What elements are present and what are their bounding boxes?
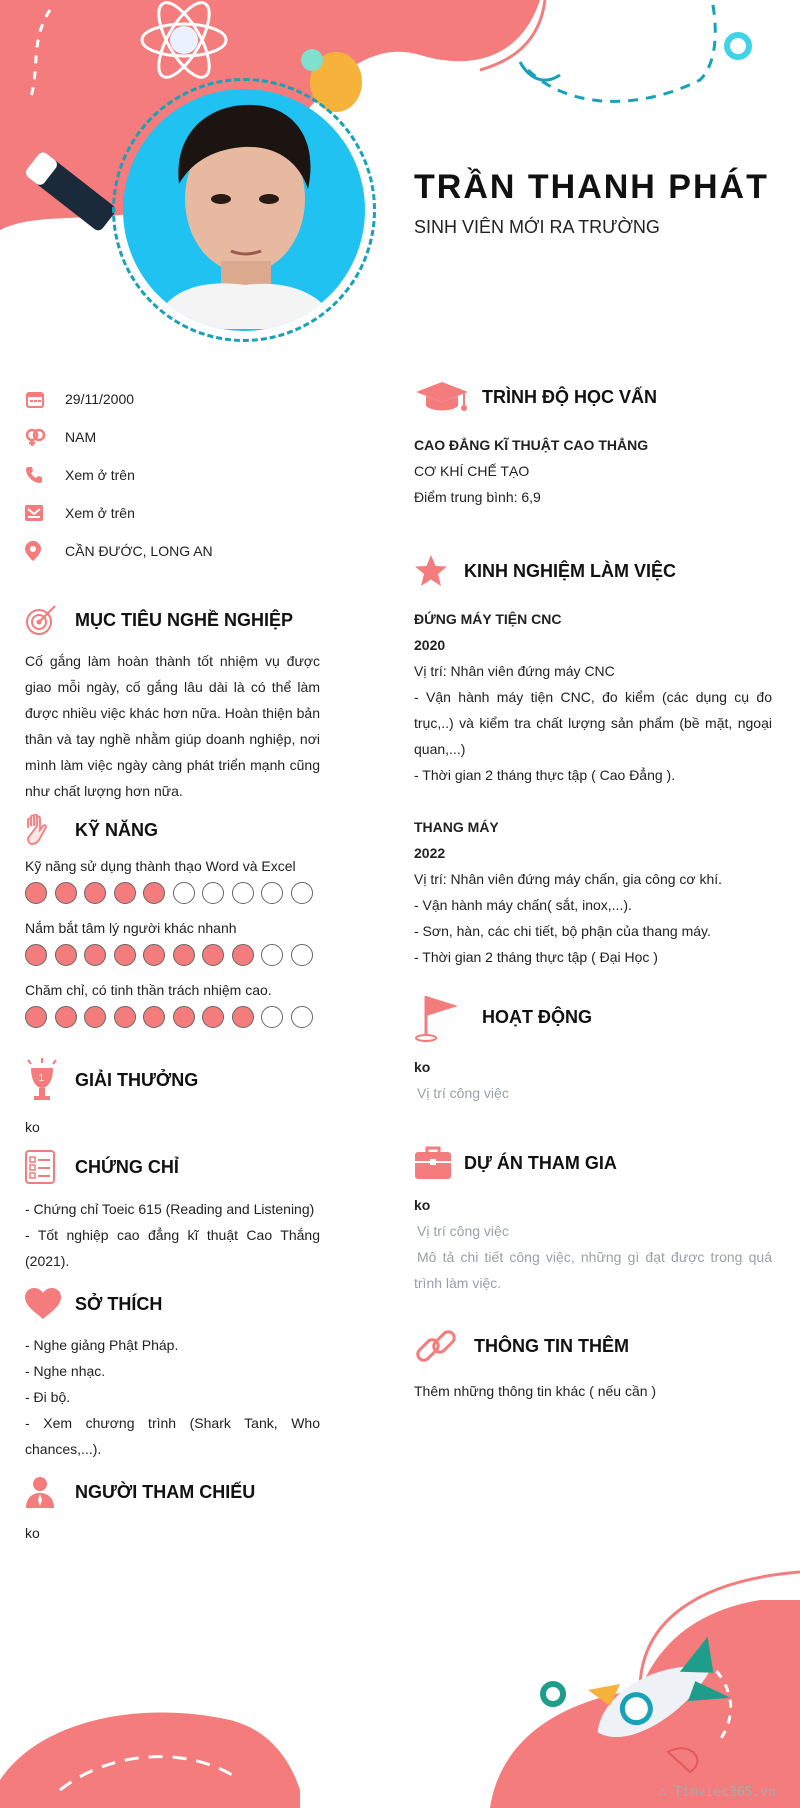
rating-dot-filled	[84, 1006, 106, 1028]
job-detail: - Vận hành máy chấn( sắt, inox,...).	[414, 897, 632, 913]
star-icon	[414, 554, 464, 588]
skill-name: Kỹ năng sử dụng thành thạo Word và Excel	[25, 858, 296, 874]
hobby-line: - Nghe nhạc.	[25, 1363, 106, 1379]
rating-dot-filled	[114, 882, 136, 904]
rating-dot-filled	[232, 1006, 254, 1028]
rating-dot-filled	[55, 944, 77, 966]
awards-text: ko	[25, 1119, 40, 1135]
projects-title: DỰ ÁN THAM GIA	[464, 1152, 617, 1173]
birthday-text: 29/11/2000	[65, 391, 135, 407]
education-header	[414, 380, 772, 414]
experience-header	[414, 554, 772, 588]
rating-dot-filled	[173, 1006, 195, 1028]
rating-dot-filled	[25, 882, 47, 904]
address-text: CẦN ĐƯỚC, LONG AN	[65, 543, 213, 559]
rating-dot-filled	[55, 1006, 77, 1028]
person-icon	[25, 1476, 75, 1508]
awards-title: GIẢI THƯỞNG	[75, 1069, 199, 1090]
phone-icon	[25, 466, 65, 484]
email-icon	[25, 505, 65, 521]
rating-dot-empty	[173, 882, 195, 904]
rating-dot-empty	[291, 882, 313, 904]
skill-name: Chăm chỉ, có tinh thần trách nhiệm cao.	[25, 982, 272, 998]
contact-email	[25, 494, 320, 532]
graduation-cap-icon	[414, 380, 482, 414]
certificates-title: CHỨNG CHỈ	[75, 1156, 179, 1177]
heart-icon	[25, 1288, 75, 1320]
rating-dot-empty	[261, 1006, 283, 1028]
rating-dot-filled	[173, 944, 195, 966]
hobby-line: - Đi bộ.	[25, 1389, 71, 1405]
job-company: ĐỨNG MÁY TIỆN CNC	[414, 611, 562, 627]
left-column	[25, 380, 320, 1546]
rating-dot-filled	[143, 882, 165, 904]
hobbies-title: SỞ THÍCH	[75, 1293, 163, 1314]
activities-title: HOẠT ĐỘNG	[482, 1006, 592, 1027]
skill-rating	[25, 944, 320, 966]
contact-birthday	[25, 380, 320, 418]
project-name: ko	[414, 1197, 431, 1213]
job-year: 2022	[414, 845, 446, 861]
certificate-line: - Tốt nghiệp cao đẳng kĩ thuật Cao Thắng (2021).	[25, 1227, 320, 1269]
additional-title: THÔNG TIN THÊM	[474, 1335, 629, 1356]
briefcase-icon	[414, 1146, 464, 1180]
certificate-line: - Chứng chỉ Toeic 615 (Reading and Listening)	[25, 1201, 315, 1217]
trophy-icon	[25, 1058, 75, 1102]
rating-dot-filled	[114, 1006, 136, 1028]
major-name: CƠ KHÍ CHẾ TẠO	[414, 463, 530, 479]
avatar-frame	[112, 78, 376, 342]
rating-dot-empty	[232, 882, 254, 904]
activity-position: Vị trí công việc	[417, 1085, 509, 1101]
hobby-line: - Nghe giảng Phật Pháp.	[25, 1337, 179, 1353]
project-position: Vị trí công việc	[417, 1223, 509, 1239]
school-name: CAO ĐẲNG KĨ THUẬT CAO THẲNG	[414, 437, 649, 453]
rating-dot-filled	[202, 1006, 224, 1028]
references-title: NGƯỜI THAM CHIẾU	[75, 1481, 256, 1502]
gender-text: NAM	[65, 429, 97, 445]
rating-dot-filled	[25, 1006, 47, 1028]
additional-text: Thêm những thông tin khác ( nếu cần )	[414, 1383, 657, 1399]
gpa-text: Điểm trung bình: 6,9	[414, 489, 541, 505]
project-description: Mô tả chi tiết công việc, những gì đạt được trong quá trình làm việc.	[414, 1249, 772, 1291]
activities-header	[414, 992, 772, 1042]
job-entry	[414, 606, 772, 788]
rating-dot-filled	[84, 882, 106, 904]
job-role: Vị trí: Nhân viên đứng máy CNC	[414, 663, 615, 679]
rating-dot-empty	[202, 882, 224, 904]
rating-dot-empty	[261, 882, 283, 904]
right-column	[414, 380, 772, 1404]
awards-header	[25, 1058, 320, 1102]
rating-dot-empty	[261, 944, 283, 966]
email-text: Xem ở trên	[65, 505, 135, 521]
contact-phone	[25, 456, 320, 494]
svg-text:1: 1	[38, 1073, 45, 1084]
rating-dot-filled	[202, 944, 224, 966]
watermark: ∴ Timviec365.vn	[658, 1785, 776, 1800]
skill-name: Nắm bắt tâm lý người khác nhanh	[25, 920, 237, 936]
skill-rating	[25, 1006, 320, 1028]
target-icon	[25, 604, 75, 636]
references-text: ko	[25, 1525, 40, 1541]
flag-icon	[414, 992, 482, 1042]
checklist-icon	[25, 1150, 75, 1184]
rating-dot-filled	[143, 1006, 165, 1028]
objective-title: MỤC TIÊU NGHỀ NGHIỆP	[75, 609, 294, 630]
education-title: TRÌNH ĐỘ HỌC VẤN	[482, 386, 657, 407]
location-icon	[25, 541, 65, 561]
references-header	[25, 1476, 320, 1508]
candidate-position: SINH VIÊN MỚI RA TRƯỜNG	[414, 217, 660, 237]
skill-rating	[25, 882, 320, 904]
contact-gender	[25, 418, 320, 456]
hobby-line: - Xem chương trình (Shark Tank, Who chances,...).	[25, 1415, 320, 1457]
certificates-header	[25, 1150, 320, 1184]
calendar-icon	[25, 389, 65, 409]
rating-dot-filled	[114, 944, 136, 966]
skills-list	[25, 858, 320, 1028]
hobbies-header	[25, 1288, 320, 1320]
gender-icon	[25, 427, 65, 447]
rating-dot-empty	[291, 944, 313, 966]
link-icon	[414, 1326, 474, 1366]
rating-dot-filled	[25, 944, 47, 966]
skills-title: KỸ NĂNG	[75, 819, 159, 840]
rating-dot-filled	[84, 944, 106, 966]
job-entry	[414, 814, 772, 970]
education-entry	[414, 432, 772, 510]
job-detail: - Vận hành máy tiện CNC, đo kiểm (các dụng cụ đo trục,..) và kiểm tra chất lượng sản phẩm (bề mặt, ngoại quan,...)	[414, 689, 772, 757]
job-detail: - Sơn, hàn, các chi tiết, bộ phận của thang máy.	[414, 923, 711, 939]
skills-header	[25, 814, 320, 846]
job-year: 2020	[414, 637, 446, 653]
projects-header	[414, 1146, 772, 1180]
avatar-photo	[123, 89, 365, 331]
rating-dot-filled	[143, 944, 165, 966]
activity-org: ko	[414, 1059, 431, 1075]
rating-dot-filled	[232, 944, 254, 966]
hand-icon	[25, 814, 75, 846]
contact-list	[25, 380, 320, 570]
rating-dot-empty	[291, 1006, 313, 1028]
job-detail: - Thời gian 2 tháng thực tập ( Cao Đẳng ).	[414, 767, 676, 783]
contact-address	[25, 532, 320, 570]
candidate-name: TRẦN THANH PHÁT	[414, 168, 769, 206]
rating-dot-filled	[55, 882, 77, 904]
additional-header	[414, 1326, 772, 1366]
job-detail: - Thời gian 2 tháng thực tập ( Đại Học )	[414, 949, 658, 965]
job-company: THANG MÁY	[414, 819, 499, 835]
objective-header	[25, 604, 320, 636]
experience-title: KINH NGHIỆM LÀM VIỆC	[464, 560, 677, 581]
objective-text: Cố gắng làm hoàn thành tốt nhiệm vụ được giao mỗi ngày, cố gắng lâu dài là có thể làm được nhiều việc khác hơn nữa. Hoàn thiện bản thân và tay nghề nhằm giúp doanh nghiệp, nơi mình làm việc ngày càng phát triển mạnh cũng như chất lượng hơn nữa.	[25, 653, 320, 799]
phone-text: Xem ở trên	[65, 467, 135, 483]
job-role: Vị trí: Nhân viên đứng máy chấn, gia công cơ khí.	[414, 871, 723, 887]
